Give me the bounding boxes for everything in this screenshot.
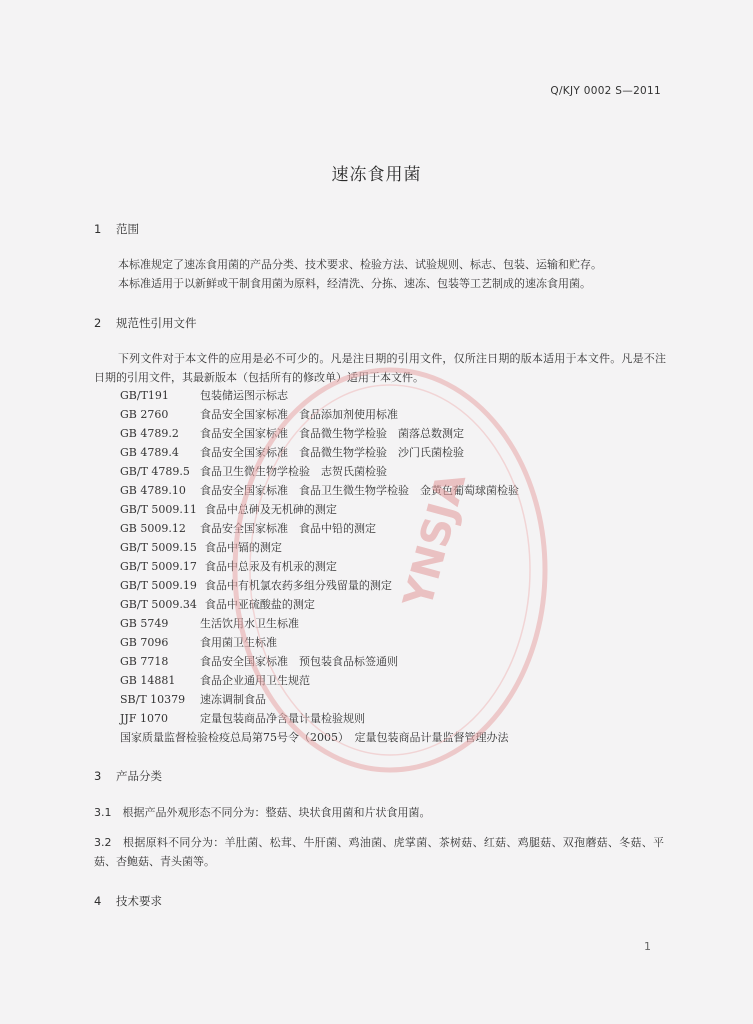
reference-item (120, 481, 519, 500)
reference-item (120, 709, 519, 728)
section-number: 2 (94, 316, 102, 330)
section-number: 1 (94, 222, 102, 236)
reference-code: SB/T 10379 (120, 693, 186, 706)
reference-title: 生活饮用水卫生标准 (200, 617, 299, 630)
reference-item (120, 500, 519, 519)
reference-item (120, 614, 519, 633)
reference-title: 食品中总砷及无机砷的测定 (204, 503, 337, 516)
standard-code: Q/KJY 0002 S—2011 (550, 85, 661, 97)
references-intro: 下列文件对于本文件的应用是必不可少的。凡是注日期的引用文件，仅所注日期的版本适用于本文件。凡是不注日期的引用文件，其最新版本（包括所有的修改单）适用于本文件。 (94, 352, 666, 384)
reference-title: 食品企业通用卫生规范 (200, 674, 310, 687)
reference-title: 食品安全国家标准 食品卫生微生物学检验 金黄色葡萄球菌检验 (200, 484, 519, 497)
reference-code: GB 2760 (120, 408, 169, 421)
reference-code: GB 5749 (120, 617, 169, 630)
reference-code: GB 4789.2 (120, 427, 179, 440)
reference-title: 食品卫生微生物学检验 志贺氏菌检验 (200, 465, 387, 478)
section-number: 3 (94, 769, 102, 783)
section-number: 4 (94, 894, 102, 908)
reference-code: GB 4789.4 (120, 446, 179, 459)
reference-item (120, 671, 519, 690)
reference-title: 国家质量监督检验检疫总局第75号令（2005） 定量包装商品计量监督管理办法 (120, 731, 509, 744)
reference-code: GB 5009.12 (120, 522, 186, 535)
reference-code: GB/T 5009.15 (120, 541, 197, 554)
reference-code: GB/T 5009.34 (120, 598, 197, 611)
reference-item (120, 690, 519, 709)
page-number: 1 (644, 940, 651, 953)
reference-title: 食品中总汞及有机汞的测定 (204, 560, 337, 573)
reference-item (120, 443, 519, 462)
reference-title: 食品安全国家标准 食品微生物学检验 沙门氏菌检验 (200, 446, 464, 459)
reference-title: 食品安全国家标准 食品中铅的测定 (200, 522, 376, 535)
scope-paragraph-1: 本标准规定了速冻食用菌的产品分类、技术要求、检验方法、试验规则、标志、包装、运输和贮存。 (118, 258, 602, 271)
reference-title: 包装储运图示标志 (200, 389, 288, 402)
reference-code: GB 4789.10 (120, 484, 186, 497)
stamp-text: YNSJA (395, 468, 476, 613)
reference-code: GB 14881 (120, 674, 176, 687)
reference-code: GB/T 5009.17 (120, 560, 197, 573)
reference-code: GB/T191 (120, 389, 169, 402)
reference-item (120, 576, 519, 595)
reference-code: GB/T 5009.19 (120, 579, 197, 592)
classification-3-2: 3.2 根据原料不同分为：羊肚菌、松茸、牛肝菌、鸡油菌、虎掌菌、茶树菇、红菇、鸡腿菇、双孢蘑菇、冬菇、平菇、杏鲍菇、青头菌等。 (94, 836, 664, 868)
reference-title: 食品安全国家标准 食品添加剂使用标准 (200, 408, 398, 421)
reference-item (120, 652, 519, 671)
section-1-heading (94, 221, 139, 237)
reference-item (120, 424, 519, 443)
section-title: 规范性引用文件 (116, 316, 197, 330)
document-title: 速冻食用菌 (331, 165, 422, 185)
reference-item (120, 538, 519, 557)
reference-title: 食品安全国家标准 食品微生物学检验 菌落总数测定 (200, 427, 464, 440)
reference-title: 速冻调制食品 (200, 693, 266, 706)
reference-title: 定量包装商品净含量计量检验规则 (200, 712, 365, 725)
reference-title: 食品中有机氯农药多组分残留量的测定 (204, 579, 392, 592)
reference-title: 食品中镉的测定 (204, 541, 282, 554)
section-2-heading (94, 315, 197, 331)
section-title: 技术要求 (116, 894, 162, 908)
reference-item (120, 386, 519, 405)
section-title: 产品分类 (116, 769, 162, 783)
section-4-heading (94, 893, 162, 909)
scope-paragraph-2: 本标准适用于以新鲜或干制食用菌为原料，经清洗、分拣、速冻、包装等工艺制成的速冻食用菌。 (118, 277, 591, 290)
reference-list (120, 386, 519, 747)
reference-item (120, 728, 519, 747)
reference-item (120, 595, 519, 614)
reference-code: JJF 1070 (120, 712, 168, 725)
reference-code: GB 7096 (120, 636, 169, 649)
reference-item (120, 557, 519, 576)
reference-code: GB/T 4789.5 (120, 465, 190, 478)
reference-item (120, 633, 519, 652)
section-title: 范围 (116, 222, 139, 236)
reference-code: GB 7718 (120, 655, 169, 668)
reference-title: 食品安全国家标准 预包装食品标签通则 (200, 655, 398, 668)
reference-title: 食品中亚硫酸盐的测定 (204, 598, 315, 611)
reference-title: 食用菌卫生标准 (200, 636, 277, 649)
section-3-heading (94, 768, 162, 784)
reference-item (120, 519, 519, 538)
reference-code: GB/T 5009.11 (120, 503, 197, 516)
reference-item (120, 405, 519, 424)
classification-3-1: 3.1 根据产品外观形态不同分为：整菇、块状食用菌和片状食用菌。 (94, 806, 431, 819)
reference-item (120, 462, 519, 481)
